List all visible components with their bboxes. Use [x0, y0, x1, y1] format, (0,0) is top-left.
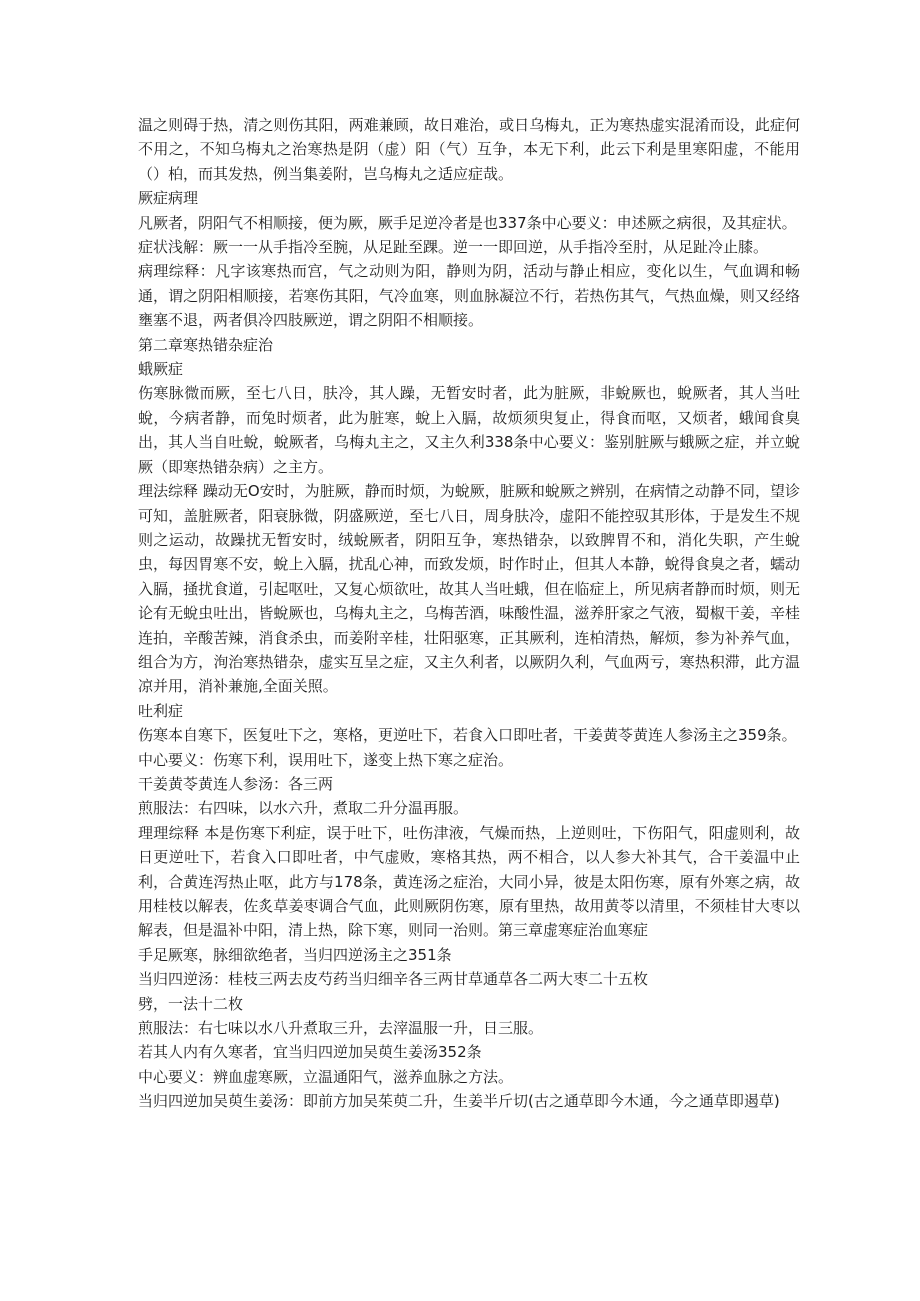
paragraph-formula-danggui-wuyu: 当归四逆加吴萸生姜汤：即前方加吴茱萸二升，生姜半斤切(古之通草即今木通，今之通草即遏草): [138, 1092, 780, 1111]
paragraph-intro: 温之则碍于热，清之则伤其阳，两难兼顾，故日难治，或日乌梅丸，正为寒热虚实混淆而设，此症何不用之，不知乌梅丸之治寒热是阴（虚）阳（气）互争，本无下利，此云下利是里寒阳虚，不能用（）柏，而其发热，例当集姜附，岂乌梅丸之适应症哉。: [138, 116, 800, 183]
paragraph-decoction-method-1: 煎服法：右四味，以水六升，煮取二升分温再服。: [138, 799, 469, 818]
paragraph-theory-commentary-2: 理理综释 本是伤寒下利症，误于吐下，吐伤津液，气燥而热，上逆则吐，下伤阳气，阳虚则利，故日更逆吐下，若食入口即吐者，中气虚败，寒格其热，两不相合，以人参大补其气，合干姜温中止利，合黄连泻热止呕，此方与178条，黄连汤之症治，大同小异，彼是太阳伤寒，原有外寒之病，故用桂枝以解表，佐炙草姜枣调合气血，此则厥阴伤寒，原有里热，故用黄苓以清里，不须桂甘大枣以解表，但是温补中阳，清上热，除下寒，则同一治则。第三章虚寒症治血寒症: [138, 823, 800, 940]
paragraph-337: 凡厥者，阴阳气不相顺接，便为厥，厥手足逆冷者是也337条中心要义：申述厥之病很，及其症状。: [138, 213, 797, 232]
paragraph-pathology-commentary: 病理综释：凡字该寒热而宫，气之动则为阳，静则为阴，活动与静止相应，变化以生，气血调和畅通，谓之阴阳相顺接，若寒伤其阳，气冷血寒，则血脉凝泣不行，若热伤其气，气热血燥，则又经络壅塞不退，两者俱冷四肢厥逆，谓之阴阳不相顺接。: [138, 262, 800, 330]
heading-chapter-2: 第二章寒热错杂症治: [138, 335, 274, 354]
paragraph-351: 手足厥寒，脉细欲绝者，当归四逆汤主之351条: [138, 945, 452, 964]
paragraph-key-meaning-359: 中心要义：伤寒下利，误用吐下，遂变上热下寒之症治。: [138, 750, 514, 769]
paragraph-338: 伤寒脉微而厥，至七八日，肤冷，其人躁，无暂安时者，此为脏厥，非蛻厥也，蛻厥者，其人当吐蛻，今病者静，而兔时烦者，此为脏寒，蛻上入膈，故烦须臾复止，得食而呕，又烦者，蛾闻食臭出，其人当自吐蛻，蛻厥者，乌梅丸主之，又主久利338条中心要义：鉴别脏厥与蛾厥之症，并立蛻厥（即寒热错杂病）之主方。: [138, 384, 800, 476]
document-body: [138, 113, 800, 1114]
heading-vomiting-diarrhea: 吐利症: [138, 701, 184, 720]
paragraph-theory-commentary: 理法综释 躁动无O安时，为脏厥，静而时烦，为蛻厥，脏厥和蛻厥之辨别，在病情之动静不同，望诊可知，盖脏厥者，阳衰脉微，阴盛厥逆，至七八日，周身肤冷，虚阳不能控驭其形体，于是发生不规则之运动，故躁扰无暂安时，绒蛻厥者，阴阳互争，寒热错杂，以致脾胃不和，消化失职，产生蛻虫，每因胃寒不安，蛻上入膈，扰乱心神，而致发烦，时作时止，但其人本静，蛻得食臭之者，蠕动入膈，掻扰食道，引起呕吐，又复心烦欲吐，故其人当吐蛾，但在临症上，所见病者静而时烦，则无论有无蛻虫吐出，皆蛻厥也，乌梅丸主之，乌梅苦酒，味酸性温，滋养肝家之气液，蜀椒干姜，辛桂连拍，辛酸苦辣，消食杀虫，而姜附辛桂，壮阳驱寒，正其厥利，连柏清热，解烦，参为补养气血，组合为方，洵治寒热错杂，虚实互呈之症，又主久利者，以厥阴久利，气血两亏，寒热积滞，此方温凉并用，消补兼施,全面关照。: [138, 482, 800, 696]
paragraph-formula-danggui-cont: 劈，一法十二枚: [138, 994, 244, 1013]
paragraph-formula-danggui: 当归四逆汤：桂枝三两去皮芍药当归细辛各三两甘草通草各二两大枣二十五枚: [138, 970, 649, 989]
paragraph-symptom-explanation: 症状浅解：厥一一从手指冷至腕，从足趾至踝。逆一一即回逆，从手指冷至肘，从足趾冷止膝。: [138, 238, 769, 257]
paragraph-decoction-method-2: 煎服法：右七味以水八升煮取三升，去滓温服一升，日三服。: [138, 1019, 544, 1038]
paragraph-key-meaning-352: 中心要义：辨血虚寒厥，立温通阳气，滋养血脉之方法。: [138, 1067, 514, 1086]
paragraph-352: 若其人内有久寒者，宜当归四逆加吴萸生姜汤352条: [138, 1043, 482, 1062]
paragraph-formula-ganjiang: 干姜黄苓黄连人参汤：各三两: [138, 774, 334, 793]
heading-jue-pathology: 厥症病理: [138, 189, 199, 208]
heading-worm-jue: 蛾厥症: [138, 360, 184, 379]
paragraph-359: 伤寒本自寒下，医复吐下之，寒格，更逆吐下，若食入口即吐者，干姜黄苓黄连人参汤主之359条。: [138, 726, 797, 745]
